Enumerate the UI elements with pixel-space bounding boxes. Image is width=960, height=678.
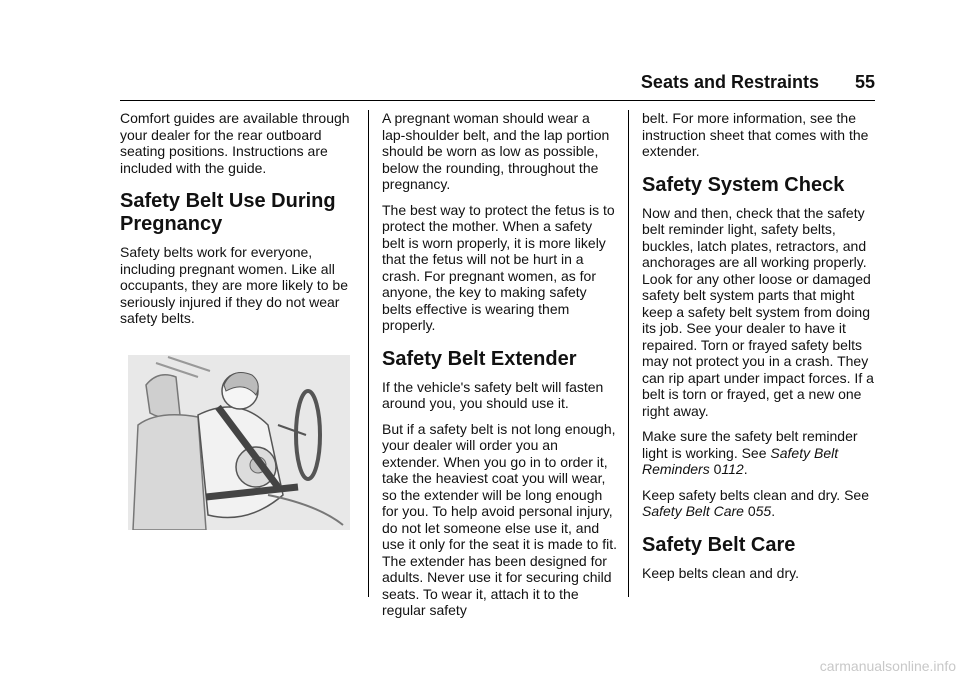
keep-clean-text: Keep safety belts clean and dry. See (642, 486, 869, 503)
protect-fetus-paragraph: The best way to protect the fetus is to protect the mother. When a safety belt is worn properly, it is more likely that the fetus will not be hurt in a crash. For pregnant women, as for anyone, the key to making safety belts effective is wearing them properly. (382, 201, 615, 333)
system-check-heading: Safety System Check (642, 173, 845, 196)
lap-shoulder-paragraph: A pregnant woman should wear a lap-shoulder belt, and the lap portion should be worn as low as possible, below the rounding, throughout the pregnancy. (382, 110, 610, 192)
extender-use-paragraph: If the vehicle's safety belt will fasten around you, you should use it. (382, 378, 604, 411)
belt-care-paragraph: Keep belts clean and dry. (642, 564, 799, 581)
section-title: Seats and Restraints (640, 72, 819, 92)
page-ref-arrow-icon: 0 (713, 461, 722, 477)
column-2 (382, 110, 617, 628)
column-divider-1 (368, 110, 369, 597)
reminder-light-text: Make sure the safety belt reminder light is working. See (642, 428, 858, 461)
belt-care-page-ref[interactable]: 55 (755, 503, 772, 519)
belt-care-link[interactable]: Safety Belt Care (642, 503, 744, 519)
reminder-link[interactable]: Safety Belt Reminders (642, 444, 839, 477)
belt-care-heading: Safety Belt Care (642, 533, 796, 556)
illustration-svg (128, 355, 350, 530)
reminder-light-paragraph: Make sure the safety belt reminder light is working. See Safety Belt Reminders 0112. (642, 428, 858, 477)
reminder-page-ref[interactable]: 112 (721, 461, 744, 477)
page-number: 55 (854, 72, 875, 92)
page-header (120, 72, 875, 98)
column-1 (120, 110, 355, 336)
pregnancy-paragraph: Safety belts work for everyone, including pregnant women. Like all occupants, they are more likely to be seriously injured if they do not wear safety belts. (120, 244, 349, 326)
keep-clean-paragraph: Keep safety belts clean and dry. See Safety Belt Care 055. (642, 486, 869, 519)
column-divider-2 (628, 110, 629, 597)
header-rule (120, 100, 875, 101)
pregnant-woman-seatbelt-illustration (128, 355, 350, 530)
watermark: carmanualsonline.info (819, 658, 956, 674)
column-3 (642, 110, 882, 590)
extender-order-paragraph: But if a safety belt is not long enough, your dealer will order you an extender. When you go in to order it, take the heaviest coat you will wear, so the extender will be long enough for you. To help avoid personal injury, do not let someone else use it, and use it only for the seat it is made to fit. The extender has been designed for adults. Never use it for securing child seats. To wear it, attach it to the regular safety (382, 420, 617, 618)
extender-heading: Safety Belt Extender (382, 347, 577, 370)
extender-continued-paragraph: belt. For more information, see the instruction sheet that comes with the extender. (642, 110, 869, 159)
system-check-paragraph: Now and then, check that the safety belt reminder light, safety belts, buckles, latch plates, retractors, and anchorages are all working properly. Look for any other loose or damaged safety belt system parts that might keep a safety belt system from doing its job. See your dealer to have it repaired. Torn or frayed safety belts may not protect you in a crash. They can rip apart under impact forces. If a belt is torn or frayed, get a new one right away. (642, 204, 874, 419)
page-ref-arrow-icon: 0 (747, 503, 756, 519)
comfort-guides-paragraph: Comfort guides are available through your dealer for the rear outboard seating positions. Instructions are included with the guide. (120, 110, 350, 176)
pregnancy-heading: Safety Belt Use During Pregnancy (120, 190, 336, 235)
